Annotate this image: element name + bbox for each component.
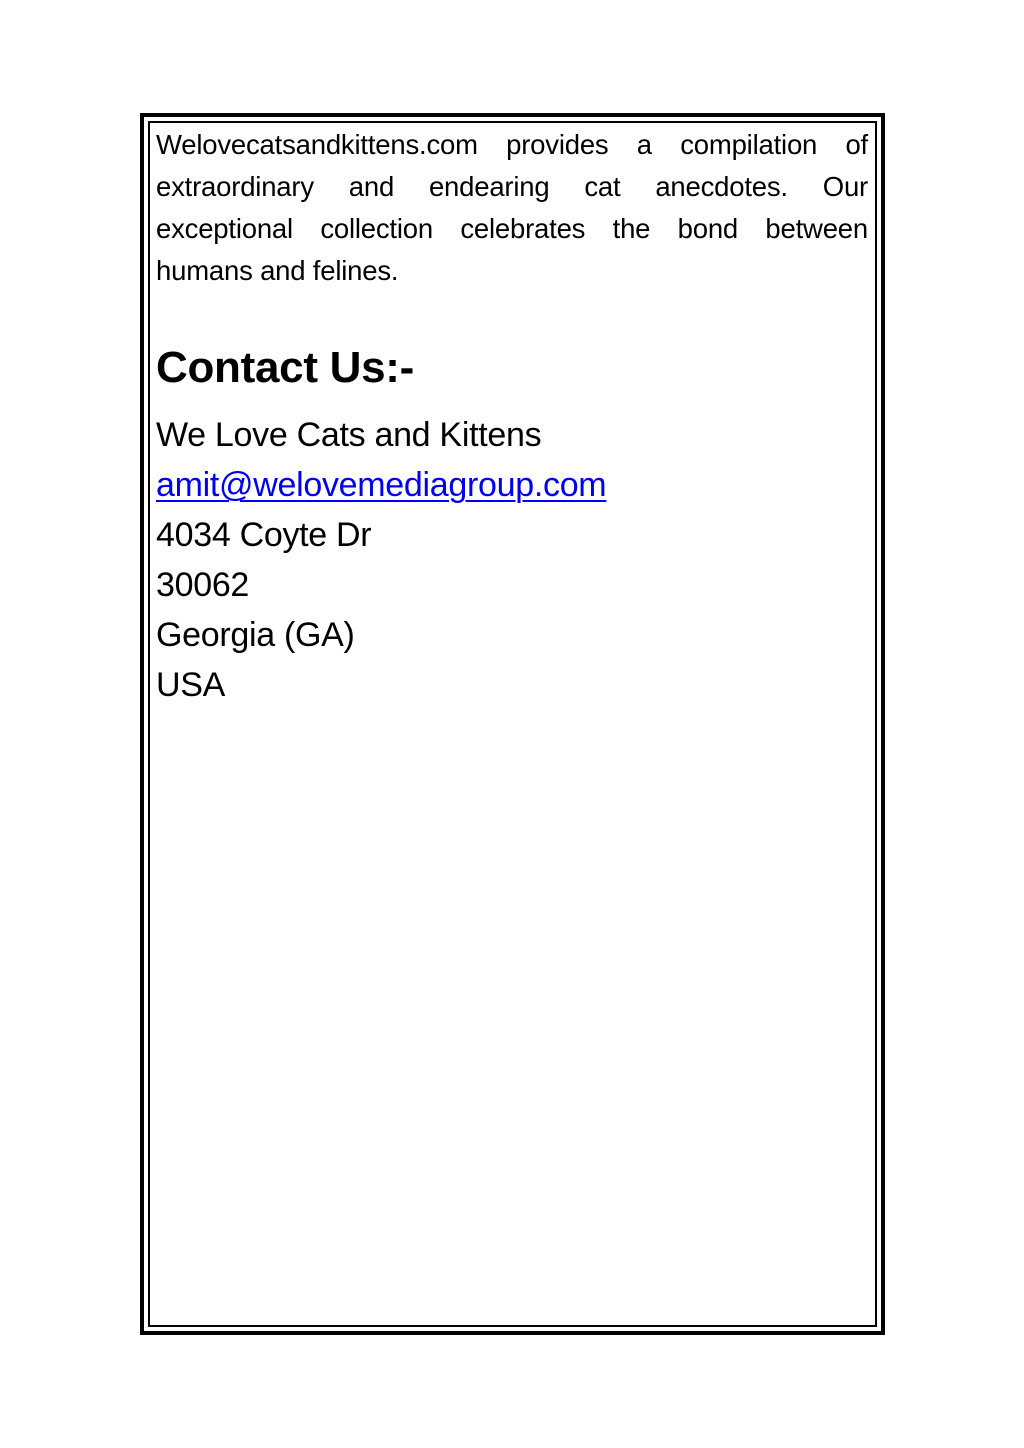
- state: Georgia (GA): [156, 616, 355, 654]
- street-address: 4034 Coyte Dr: [156, 516, 372, 554]
- zip-code: 30062: [156, 566, 250, 604]
- document-content: [156, 124, 868, 710]
- company-name: We Love Cats and Kittens: [156, 416, 542, 454]
- country: USA: [156, 666, 226, 704]
- intro-paragraph: Welovecatsandkittens.com provides a compilation of extraordinary and endearing cat anecdotes. Our exceptional collection celebrates the bond between humans and felines.: [156, 129, 868, 286]
- email-link[interactable]: amit@welovemediagroup.com: [156, 466, 607, 504]
- contact-heading: Contact Us:-: [156, 343, 414, 392]
- contact-details: [156, 410, 868, 710]
